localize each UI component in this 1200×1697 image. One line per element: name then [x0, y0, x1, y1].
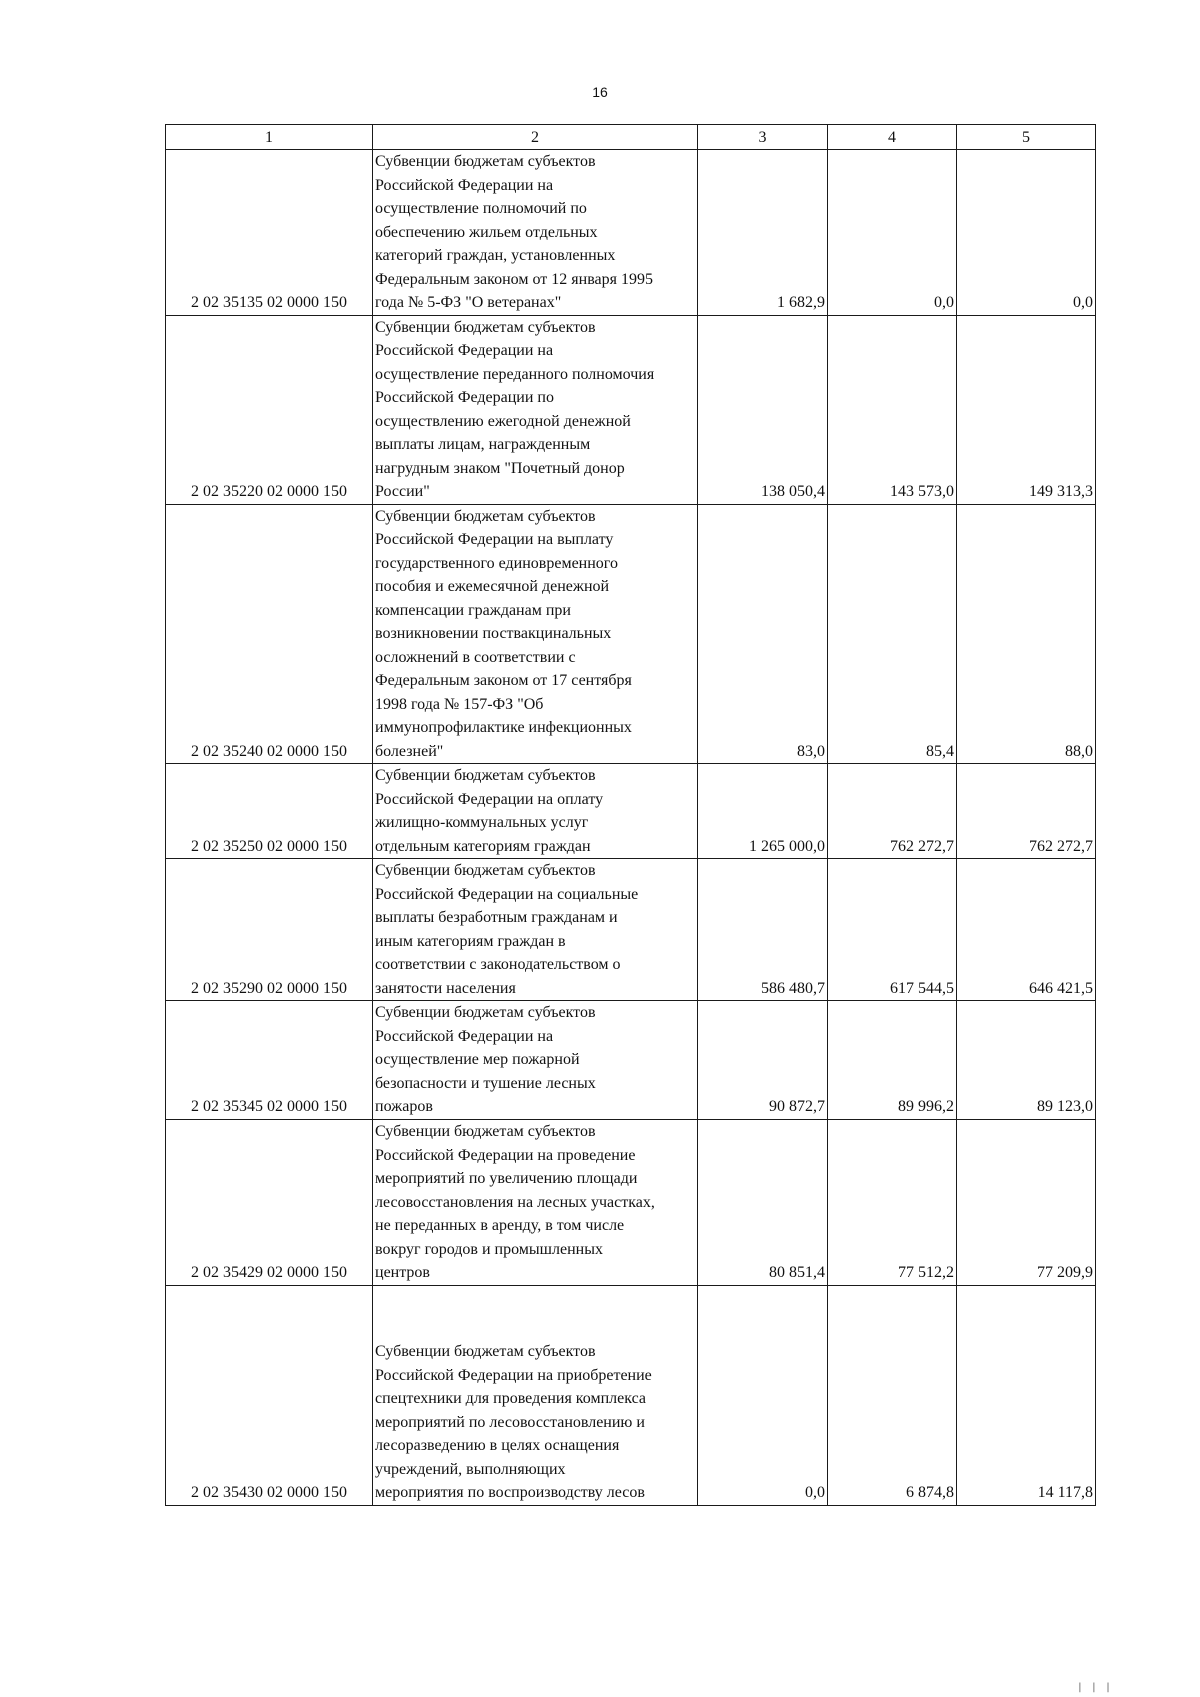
description-line: Субвенции бюджетам субъектов — [375, 1004, 596, 1021]
table-row — [166, 1001, 1096, 1120]
header-col-4: 4 — [828, 125, 957, 150]
description — [373, 859, 698, 1001]
amount-col-4: 6 874,8 — [828, 1285, 957, 1505]
description — [373, 1001, 698, 1120]
description — [373, 764, 698, 859]
description-line: болезней" — [375, 742, 444, 760]
header-col-2: 2 — [373, 125, 698, 150]
amount-col-5: 14 117,8 — [957, 1285, 1096, 1505]
amount-col-3: 0,0 — [698, 1285, 828, 1505]
description-line: категорий граждан, установленных — [375, 247, 616, 264]
description-line: лесовосстановления на лесных участках, — [375, 1193, 655, 1211]
scan-mark: | | | — [1076, 1682, 1112, 1693]
header-col-5: 5 — [957, 125, 1096, 150]
description-line: Российской Федерации на проведение — [375, 1146, 636, 1164]
budget-code: 2 02 35430 02 0000 150 — [166, 1285, 373, 1505]
amount-col-3: 138 050,4 — [698, 315, 828, 504]
amount-col-4: 0,0 — [828, 150, 957, 316]
description-line: соответствии с законодательством о — [375, 956, 621, 973]
amount-col-3: 90 872,7 — [698, 1001, 828, 1120]
budget-code: 2 02 35429 02 0000 150 — [166, 1119, 373, 1285]
description-line: лесоразведению в целях оснащения — [375, 1437, 620, 1454]
description-line: осуществление мер пожарной — [375, 1051, 580, 1068]
table-body — [166, 150, 1096, 1506]
header-row — [166, 125, 1096, 150]
description-line: осуществление переданного полномочия — [375, 365, 655, 383]
description-line: Российской Федерации на — [375, 1027, 554, 1045]
description-line: Субвенции бюджетам субъектов — [375, 153, 596, 170]
description-line: спецтехники для проведения комплекса — [375, 1390, 646, 1407]
amount-col-4: 143 573,0 — [828, 315, 957, 504]
description-line: безопасности и тушение лесных — [375, 1074, 596, 1092]
description-line: Российской Федерации на приобретение — [375, 1366, 652, 1384]
budget-code: 2 02 35345 02 0000 150 — [166, 1001, 373, 1120]
amount-col-3: 586 480,7 — [698, 859, 828, 1001]
amount-col-4: 762 272,7 — [828, 764, 957, 859]
description-line: России" — [375, 483, 430, 500]
table-row — [166, 764, 1096, 859]
table-row — [166, 1285, 1096, 1505]
description-line: отдельным категориям граждан — [375, 837, 591, 855]
description-line: 1998 года № 157-ФЗ "Об — [375, 695, 544, 713]
description-line: не переданных в аренду, в том числе — [375, 1217, 625, 1234]
description-line: центров — [375, 1264, 430, 1281]
amount-col-3: 1 265 000,0 — [698, 764, 828, 859]
amount-col-3: 83,0 — [698, 504, 828, 764]
amount-col-5: 89 123,0 — [957, 1001, 1096, 1120]
amount-col-5: 88,0 — [957, 504, 1096, 764]
description-line: Российской Федерации на социальные — [375, 885, 639, 903]
description-line: пособия и ежемесячной денежной — [375, 578, 610, 595]
description-line: Российской Федерации по — [375, 389, 554, 406]
description-line: осуществление полномочий по — [375, 200, 587, 217]
description-line: компенсации гражданам при — [375, 601, 571, 619]
description — [373, 315, 698, 504]
table-row — [166, 315, 1096, 504]
amount-col-4: 89 996,2 — [828, 1001, 957, 1120]
description-line: Российской Федерации на — [375, 342, 554, 359]
description-line: Российской Федерации на оплату — [375, 790, 604, 808]
description-line: Российской Федерации на выплату — [375, 531, 614, 548]
amount-col-4: 77 512,2 — [828, 1119, 957, 1285]
budget-code: 2 02 35135 02 0000 150 — [166, 150, 373, 316]
description-line: Субвенции бюджетам субъектов — [375, 1343, 596, 1360]
budget-code: 2 02 35290 02 0000 150 — [166, 859, 373, 1001]
description — [373, 150, 698, 316]
budget-table — [165, 124, 1096, 1506]
amount-col-5: 762 272,7 — [957, 764, 1096, 859]
description-line: занятости населения — [375, 979, 516, 997]
description-line: Субвенции бюджетам субъектов — [375, 318, 596, 336]
description-line: мероприятий по лесовосстановлению и — [375, 1413, 645, 1431]
amount-col-5: 0,0 — [957, 150, 1096, 316]
amount-col-4: 85,4 — [828, 504, 957, 764]
description-line: Федеральным законом от 12 января 1995 — [375, 270, 654, 288]
budget-code: 2 02 35220 02 0000 150 — [166, 315, 373, 504]
page-number: 16 — [592, 84, 608, 100]
amount-col-4: 617 544,5 — [828, 859, 957, 1001]
description-line: возникновении поствакцинальных — [375, 625, 612, 642]
description-line: Субвенции бюджетам субъектов — [375, 1123, 596, 1140]
table-row — [166, 1119, 1096, 1285]
table-row — [166, 504, 1096, 764]
header-col-1: 1 — [166, 125, 373, 150]
description — [373, 1119, 698, 1285]
amount-col-5: 149 313,3 — [957, 315, 1096, 504]
budget-code: 2 02 35250 02 0000 150 — [166, 764, 373, 859]
description-line: осуществлению ежегодной денежной — [375, 412, 631, 430]
description-line: иммунопрофилактике инфекционных — [375, 719, 632, 736]
description-line: выплаты лицам, награжденным — [375, 436, 591, 453]
budget-code: 2 02 35240 02 0000 150 — [166, 504, 373, 764]
description-line: Российской Федерации на — [375, 176, 554, 194]
description — [373, 504, 698, 764]
table-row — [166, 859, 1096, 1001]
description-line: иным категориям граждан в — [375, 932, 566, 950]
description-line: жилищно-коммунальных услуг — [375, 814, 589, 831]
amount-col-3: 1 682,9 — [698, 150, 828, 316]
description-line: пожаров — [375, 1098, 433, 1115]
header-col-3: 3 — [698, 125, 828, 150]
amount-col-5: 646 421,5 — [957, 859, 1096, 1001]
description-line: Субвенции бюджетам субъектов — [375, 862, 596, 879]
description-line: Субвенции бюджетам субъектов — [375, 767, 596, 784]
description-line: выплаты безработным гражданам и — [375, 909, 618, 926]
description-line: осложнений в соответствии с — [375, 648, 576, 666]
table-header — [166, 125, 1096, 150]
description-line: обеспечению жильем отдельных — [375, 223, 598, 241]
description-line: мероприятий по увеличению площади — [375, 1170, 638, 1187]
description-line: вокруг городов и промышленных — [375, 1240, 603, 1258]
description-line: государственного единовременного — [375, 554, 618, 572]
description-line: учреждений, выполняющих — [375, 1460, 566, 1478]
description — [373, 1285, 698, 1505]
description-line: года № 5-ФЗ "О ветеранах" — [375, 294, 562, 311]
description-line: нагрудным знаком "Почетный донор — [375, 459, 625, 477]
amount-col-3: 80 851,4 — [698, 1119, 828, 1285]
amount-col-5: 77 209,9 — [957, 1119, 1096, 1285]
description-line: Субвенции бюджетам субъектов — [375, 507, 596, 525]
description-line: мероприятия по воспроизводству лесов — [375, 1484, 645, 1501]
description-line: Федеральным законом от 17 сентября — [375, 672, 632, 689]
table-row — [166, 150, 1096, 316]
